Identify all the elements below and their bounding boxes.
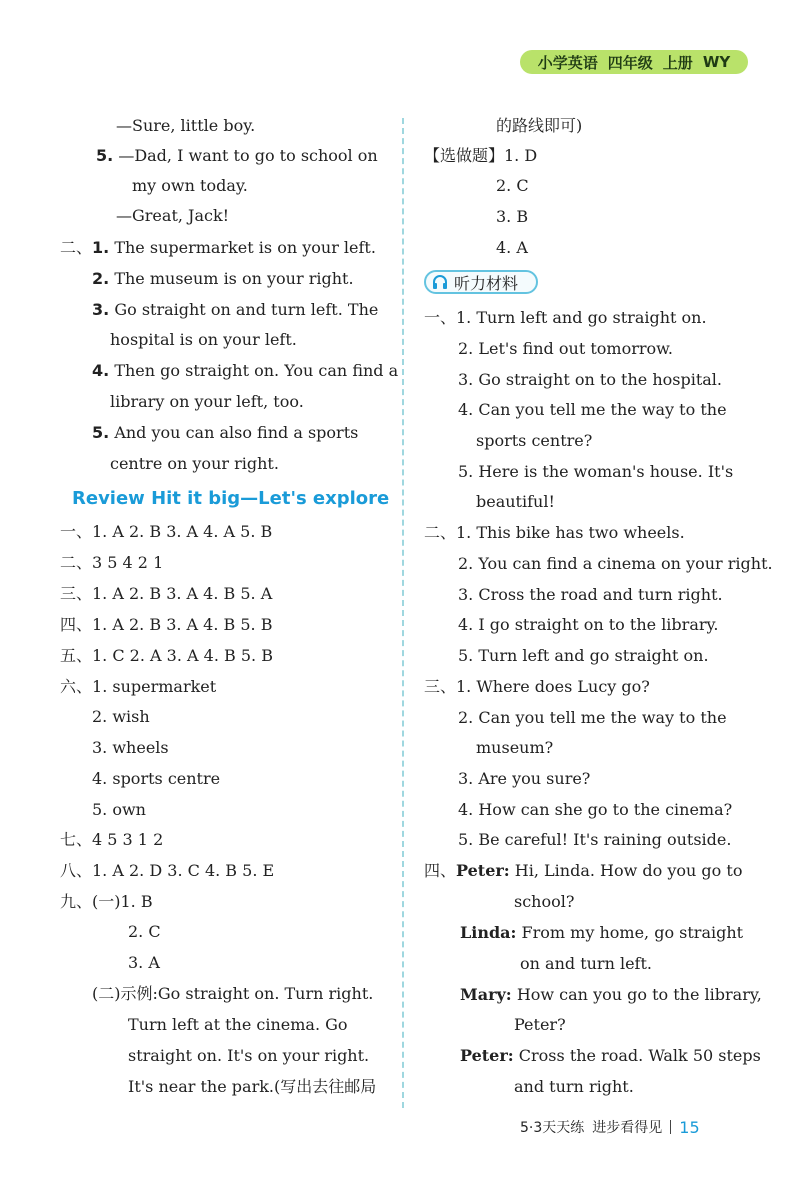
item-text: The supermarket is on your left. — [114, 238, 376, 257]
dialogue-line: and turn right. — [514, 1077, 634, 1096]
answer-line: 3. Cross the road and turn right. — [458, 585, 723, 604]
answer-line: 【选做题】1. D — [424, 146, 538, 165]
answer-line: 3. B — [496, 207, 529, 226]
answer-line: 七、4 5 3 1 2 — [60, 830, 164, 849]
answer-line: 4. A — [496, 238, 528, 257]
dialogue-line: on and turn left. — [520, 954, 652, 973]
answer-line: 2. You can find a cinema on your right. — [458, 554, 773, 573]
header-grade: 四年级 — [607, 53, 653, 72]
answer-line: 2. Can you tell me the way to the — [458, 708, 727, 727]
answer-line: 三、1. A 2. B 3. A 4. B 5. A — [60, 584, 273, 603]
page-footer — [520, 1117, 700, 1137]
answer-line: 三、1. Where does Lucy go? — [424, 677, 650, 696]
answer-line: centre on your right. — [110, 454, 279, 473]
review-title: Review Hit it big—Let's explore — [72, 488, 390, 509]
answer-line — [92, 361, 398, 381]
answer-line — [60, 677, 216, 697]
dialogue-line — [460, 923, 743, 943]
dialogue-text: From my home, go straight — [521, 923, 744, 942]
answer-line: sports centre? — [476, 431, 593, 450]
dialogue-line: Peter? — [514, 1015, 566, 1034]
footer-separator — [670, 1120, 671, 1134]
answer-line: 二、3 5 4 2 1 — [60, 553, 164, 572]
answer-line: 八、1. A 2. D 3. C 4. B 5. E — [60, 861, 275, 880]
item-number: 1. — [92, 238, 110, 257]
answer-line: 5. Be careful! It's raining outside. — [458, 830, 732, 849]
answer-line: It's near the park.(写出去往邮局 — [128, 1077, 377, 1096]
answer-line: 四、1. A 2. B 3. A 4. B 5. B — [60, 615, 273, 634]
answer-line: 5. Turn left and go straight on. — [458, 646, 709, 665]
item-text: Go straight on and turn left. The — [114, 300, 379, 319]
item-number: 3. — [92, 300, 110, 319]
dialogue-line: school? — [514, 892, 575, 911]
answer-line: Turn left at the cinema. Go — [128, 1015, 348, 1034]
answer-line: museum? — [476, 738, 554, 757]
footer-brand: 5·3天天练 — [520, 1120, 585, 1136]
answer-line: my own today. — [132, 176, 248, 195]
item-text: The museum is on your right. — [114, 269, 354, 288]
answer-line — [92, 300, 378, 320]
answer-line: 九、(一)1. B — [60, 892, 153, 911]
answer-line: 2. wish — [92, 707, 150, 726]
answer-line: 2. C — [128, 922, 161, 941]
item-number: 5. — [92, 423, 110, 442]
dialogue-line — [424, 861, 742, 881]
listening-title: 听力材料 — [454, 273, 519, 293]
answer-line: 一、1. Turn left and go straight on. — [424, 308, 707, 327]
section-label: 六、 — [60, 677, 93, 696]
answer-line: 2. C — [496, 176, 529, 195]
speaker-name: Peter: — [456, 861, 510, 880]
headphones-icon — [432, 274, 448, 290]
answer-line: 3. Go straight on to the hospital. — [458, 370, 722, 389]
dialogue-text: Cross the road. Walk 50 steps — [518, 1046, 761, 1065]
answer-line — [92, 423, 358, 443]
item-number: 4. — [92, 361, 110, 380]
dialogue-line — [460, 985, 762, 1005]
answer-line: 二、1. This bike has two wheels. — [424, 523, 685, 542]
answer-line — [96, 146, 378, 166]
item-number: 5. — [96, 146, 114, 165]
answer-line: 五、1. C 2. A 3. A 4. B 5. B — [60, 646, 273, 665]
section-two — [60, 238, 376, 258]
answer-line: 4. Can you tell me the way to the — [458, 400, 727, 419]
listening-material-tag — [424, 270, 538, 294]
answer-line: hospital is on your left. — [110, 330, 297, 349]
header-subject: 小学英语 — [537, 53, 598, 72]
answer-line — [92, 269, 354, 289]
dialogue-text: How can you go to the library, — [516, 985, 762, 1004]
header-volume: 上册 — [662, 53, 693, 72]
answer-line: 3. A — [128, 953, 160, 972]
column-divider — [402, 118, 404, 1108]
page-number: 15 — [679, 1117, 700, 1137]
answer-line: 2. Let's find out tomorrow. — [458, 339, 674, 358]
item-text: 1. supermarket — [92, 677, 217, 696]
dialogue-line — [460, 1046, 761, 1066]
header-badge — [520, 50, 748, 74]
footer-slogan: 进步看得见 — [592, 1120, 663, 1136]
answer-line: 5. own — [92, 800, 146, 819]
answer-line: 一、1. A 2. B 3. A 4. A 5. B — [60, 522, 273, 541]
answer-line: 的路线即可) — [496, 116, 583, 135]
section-label: 四、 — [424, 861, 457, 880]
speaker-name: Peter: — [460, 1046, 514, 1065]
section-label: 二、 — [60, 238, 93, 257]
answer-line: 3. wheels — [92, 738, 169, 757]
speaker-name: Mary: — [460, 985, 512, 1004]
answer-line: (二)示例:Go straight on. Turn right. — [92, 984, 374, 1003]
answer-line: 4. I go straight on to the library. — [458, 615, 719, 634]
answer-line: —Great, Jack! — [116, 206, 230, 225]
item-text: —Dad, I want to go to school on — [118, 146, 378, 165]
answer-line: —Sure, little boy. — [116, 116, 256, 135]
answer-line: library on your left, too. — [110, 392, 304, 411]
speaker-name: Linda: — [460, 923, 517, 942]
answer-line: 5. Here is the woman's house. It's — [458, 462, 734, 481]
answer-line: 4. How can she go to the cinema? — [458, 800, 733, 819]
dialogue-text: Hi, Linda. How do you go to — [514, 861, 743, 880]
item-text: Then go straight on. You can find a — [114, 361, 399, 380]
item-number: 2. — [92, 269, 110, 288]
header-edition: WY — [702, 53, 731, 71]
answer-line: 4. sports centre — [92, 769, 221, 788]
answer-line: beautiful! — [476, 492, 555, 511]
answer-line: straight on. It's on your right. — [128, 1046, 370, 1065]
answer-line: 3. Are you sure? — [458, 769, 591, 788]
item-text: And you can also find a sports — [114, 423, 359, 442]
